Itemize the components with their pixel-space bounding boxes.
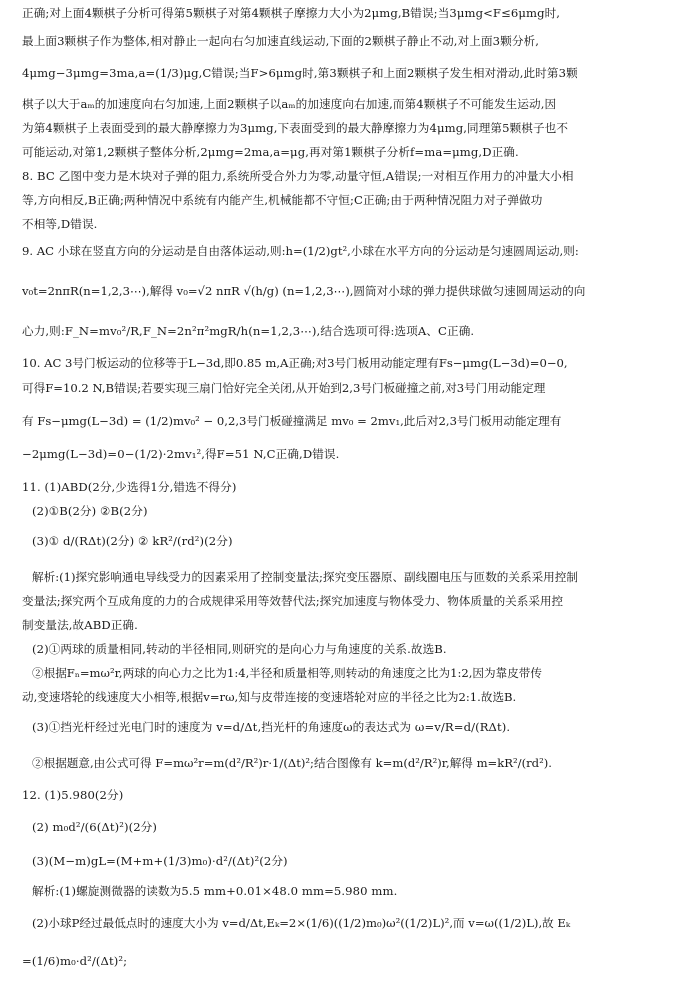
q11-part-3: (3)① d/(RΔt)(2分) ② kR²/(rd²)(2分) xyxy=(32,534,233,548)
q10-line-3: 有 Fs−μmg(L−3d) = (1/2)mv₀² − 0,2,3号门板碰撞满足 mv₀ = 2mv₁,此后对2,3号门板用动能定理有 xyxy=(22,414,562,428)
q10-answer: 10. AC 3号门板运动的位移等于L−3d,即0.85 m,A正确;对3号门板用动能定理有Fs−μmg(L−3d)=0−0, xyxy=(22,356,568,370)
q11-analysis-3: 制变量法,故ABD正确. xyxy=(22,618,138,632)
q10-line-2: 可得F=10.2 N,B错误;若要实现三扇门恰好完全关闭,从开始到2,3号门板碰撞之前,对3号门用动能定理 xyxy=(22,381,546,395)
q12-analysis-1: 解析:(1)螺旋测微器的读数为5.5 mm+0.01×48.0 mm=5.980 mm. xyxy=(32,884,398,898)
text-line-4: 棋子以大于aₘ的加速度向右匀加速,上面2颗棋子以aₘ的加速度向右加速,而第4颗棋子不可能发生运动,因 xyxy=(22,97,557,111)
q11-analysis-7: (3)①挡光杆经过光电门时的速度为 v=d/Δt,挡光杆的角速度ω的表达式为 ω=v/R=d/(RΔt). xyxy=(32,720,511,734)
q11-analysis-4: (2)①两球的质量相同,转动的半径相同,则研究的是向心力与角速度的关系.故选B. xyxy=(32,642,447,656)
q8-line-2: 等,方向相反,B正确;两种情况中系统有内能产生,机械能都不守恒;C正确;由于两种情况阻力对子弹做功 xyxy=(22,193,543,207)
q12-part-1: 12. (1)5.980(2分) xyxy=(22,788,124,802)
q11-analysis-2: 变量法;探究两个互成角度的力的合成规律采用等效替代法;探究加速度与物体受力、物体质量的关系采用控 xyxy=(22,594,564,608)
q9-line-3: 心力,则:F_N=mv₀²/R,F_N=2n²π²mgR/h(n=1,2,3⋯),结合选项可得:选项A、C正确. xyxy=(22,324,475,338)
q11-analysis-1: 解析:(1)探究影响通电导线受力的因素采用了控制变量法;探究变压器原、副线圈电压与匝数的关系采用控制 xyxy=(32,570,578,584)
q11-part-2: (2)①B(2分) ②B(2分) xyxy=(32,504,148,518)
q11-analysis-5: ②根据Fₙ=mω²r,两球的向心力之比为1:4,半径和质量相等,则转动的角速度之比为1:2,因为靠皮带传 xyxy=(32,666,542,680)
q12-analysis-3: =(1/6)m₀·d²/(Δt)²; xyxy=(22,954,128,968)
q11-analysis-8: ②根据题意,由公式可得 F=mω²r=m(d²/R²)r·1/(Δt)²;结合图像有 k=m(d²/R²)r,解得 m=kR²/(rd²). xyxy=(32,756,552,770)
text-line-1: 正确;对上面4颗棋子分析可得第5颗棋子对第4颗棋子摩擦力大小为2μmg,B错误;当3μmg<F≤6μmg时, xyxy=(22,6,561,20)
q9-answer: 9. AC 小球在竖直方向的分运动是自由落体运动,则:h=(1/2)gt²,小球在水平方向的分运动是匀速圆周运动,则: xyxy=(22,244,579,258)
q12-part-3: (3)(M−m)gL=(M+m+(1/3)m₀)·d²/(Δt)²(2分) xyxy=(32,854,288,868)
q9-line-2: v₀t=2nπR(n=1,2,3⋯),解得 v₀=√2 nπR √(h/g) (n=1,2,3⋯),圆筒对小球的弹力提供球做匀速圆周运动的向 xyxy=(22,284,586,298)
q10-line-4: −2μmg(L−3d)=0−(1/2)·2mv₁²,得F=51 N,C正确,D错误. xyxy=(22,447,340,461)
text-line-3: 4μmg−3μmg=3ma,a=(1/3)μg,C错误;当F>6μmg时,第3颗棋子和上面2颗棋子发生相对滑动,此时第3颗 xyxy=(22,66,578,80)
q8-answer: 8. BC 乙图中变力是木块对子弹的阻力,系统所受合外力为零,动量守恒,A错误;一对相互作用力的冲量大小相 xyxy=(22,169,574,183)
q12-part-2: (2) m₀d²/(6(Δt)²)(2分) xyxy=(32,820,157,834)
q11-part-1: 11. (1)ABD(2分,少选得1分,错选不得分) xyxy=(22,480,237,494)
text-line-5: 为第4颗棋子上表面受到的最大静摩擦力为3μmg,下表面受到的最大静摩擦力为4μmg,同理第5颗棋子也不 xyxy=(22,121,569,135)
text-line-6: 可能运动,对第1,2颗棋子整体分析,2μmg=2ma,a=μg,再对第1颗棋子分析f=ma=μmg,D正确. xyxy=(22,145,519,159)
text-line-2: 最上面3颗棋子作为整体,相对静止一起向右匀加速直线运动,下面的2颗棋子静止不动,对上面3颗分析, xyxy=(22,34,540,48)
q8-line-3: 不相等,D错误. xyxy=(22,217,98,231)
q11-analysis-6: 动,变速塔轮的线速度大小相等,根据v=rω,知与皮带连接的变速塔轮对应的半径之比为2:1.故选B. xyxy=(22,690,517,704)
q12-analysis-2: (2)小球P经过最低点时的速度大小为 v=d/Δt,Eₖ=2×(1/6)((1/2)m₀)ω²((1/2)L)²,而 v=ω((1/2)L),故 Eₖ xyxy=(32,916,571,930)
